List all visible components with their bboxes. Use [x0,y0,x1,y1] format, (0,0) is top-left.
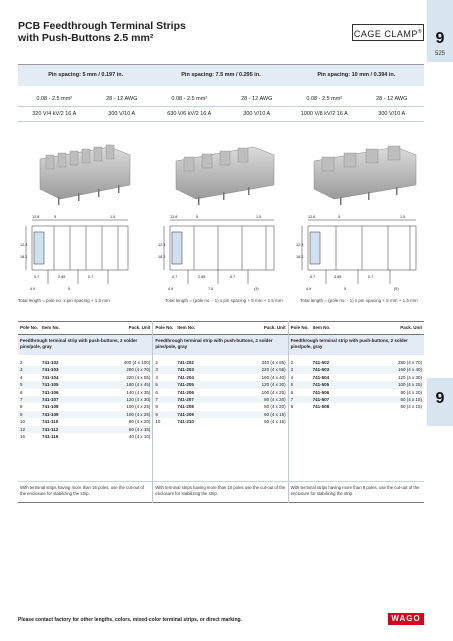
spec-cell: 28 - 12 AWG [106,96,138,102]
pole-no: 5 [20,382,23,388]
spec-row-wire-range [18,92,424,107]
table-row [18,389,152,396]
pole-no: 6 [290,389,294,395]
spec-header-row [18,65,424,86]
spec-cell: 0.08 - 2.5 mm² [306,96,343,102]
item-no: 741-508 [312,404,330,410]
item-no: 741-107 [42,396,59,402]
table-row [153,411,287,418]
table-header [18,321,152,335]
pack-unit: 60 (4 x 15) [400,404,422,410]
dim-label: 3.85 [334,275,342,279]
spec-cell: 28 - 12 AWG [376,96,408,102]
dim-label: 2.85 [198,275,206,279]
item-no: 741-110 [42,419,59,425]
spec-cell: 1000 V/8 kV/2 16 A [300,111,348,117]
table-header [153,321,287,335]
item-no: 741-207 [177,396,194,402]
pack-unit: 60 (4 x 15) [264,411,286,417]
pack-unit: 160 (4 x 40) [261,374,286,380]
pole-no: 9 [155,411,158,417]
item-no: 741-205 [177,382,194,388]
table-row [153,374,287,381]
ordering-table-5mm [18,321,153,503]
pole-no: 10 [155,419,161,425]
pole-no: 3 [20,367,23,373]
dim-label: 18.2 [158,255,166,259]
dimension-drawings [18,212,424,296]
pole-no: 4 [20,374,23,380]
table-header [289,321,424,335]
dim-label: 12.8 [308,215,316,219]
table-row [153,403,287,410]
dim-label: 18.2 [20,255,28,259]
pack-unit: 60 (4 x 15) [400,396,422,402]
pole-no: 2 [20,360,23,365]
page-number: 525 [434,51,445,57]
pack-unit: 60 (4 x 15) [264,419,286,425]
item-no: 741-506 [312,389,330,395]
dim-label: 0.7 [368,275,374,279]
spec-cell: 300 V/10 A [378,111,406,117]
dim-label: 2.85 [58,275,66,279]
dim-label: 0.7 [88,275,94,279]
dim-label: 5 [344,287,347,291]
item-no: 741-203 [177,367,194,373]
pole-no: 6 [155,389,158,395]
spec-cell: 28 - 12 AWG [241,96,273,102]
pole-no: 7 [155,396,158,402]
pack-unit: 80 (4 x 20) [128,419,151,425]
side-section-number: 9 [435,390,445,407]
table-row [18,426,152,433]
pack-unit: 100 (4 x 25) [126,411,151,417]
item-no: 741-502 [312,360,330,365]
item-no: 741-204 [177,374,194,380]
terminal-strip-photo-10mm [314,146,416,205]
dim-label: 5 [54,215,57,219]
dim-label: 12.3 [296,243,304,247]
spec-heading-7-5mm: Pin spacing: 7.5 mm / 0.295 in. [181,72,261,78]
dim-label: 4.9 [30,287,36,291]
table-row [153,418,287,425]
item-no: 741-116 [42,433,59,439]
spec-heading-5mm: Pin spacing: 5 mm / 0.197 in. [48,72,124,78]
pole-no: 5 [155,382,158,388]
pack-unit: 120 (4 x 30) [397,374,422,380]
item-no: 741-108 [42,404,59,410]
brand-text: CAGE CLAMP [353,29,418,39]
dim-label: 7.5 [208,287,214,291]
brand-mark: ® [417,29,423,35]
pack-unit: 80 (4 x 20) [264,404,286,410]
header-item-no: Item No. [312,325,331,330]
dim-label: 12.8 [170,215,178,219]
header-item-no: Item No. [42,325,60,330]
dimension-drawing-10mm [302,220,416,284]
dim-label: 18.2 [296,255,304,259]
dimension-drawing-7-5mm [164,220,274,284]
table-note: With terminal strips having more than 8 poles, use the cut-out of the enclosure for stabilizing the strip. [289,481,424,503]
table-description: Feedthrough terminal strip with push-buttons, 2 solder pins/pole, gray [153,335,287,355]
pack-unit: 100 (4 x 25) [261,389,286,395]
spec-cell: 0.08 - 2.5 mm² [171,96,208,102]
item-no: 741-105 [42,382,59,388]
table-description: Feedthrough terminal strip with push-buttons, 2 solder pins/pole, gray [289,335,424,355]
dim-label: 12.3 [158,243,166,247]
pack-unit: 180 (4 x 45) [126,382,151,388]
cage-clamp-brand [352,24,424,41]
pack-unit: 160 (4 x 40) [397,367,422,373]
spec-heading-10mm: Pin spacing: 10 mm / 0.394 in. [317,72,396,78]
pack-unit: 220 (4 x 55) [261,367,286,373]
pole-no: 2 [155,360,158,365]
title-line-2: with Push-Buttons 2.5 mm² [18,32,154,44]
item-no: 741-206 [177,389,194,395]
ordering-table-10mm [289,321,424,503]
table-row [18,366,152,373]
header-pole-no: Pole No. [290,325,309,330]
item-no: 741-106 [42,389,59,395]
item-no: 741-103 [42,367,59,373]
pole-no: 16 [20,433,26,439]
item-no: 741-507 [312,396,330,402]
item-no: 741-504 [312,374,330,380]
ordering-table-7-5mm [153,321,288,503]
length-caption-10mm: Total length = (pole no. - 1) x pin spacing + 5 mm + 1.5 mm [300,298,418,303]
table-row [18,418,152,425]
spec-cell: 630 V/6 kV/2 16 A [167,111,212,117]
pole-no: 2 [290,360,294,365]
item-no: 741-208 [177,404,194,410]
table-row [289,381,424,388]
table-row [153,366,287,373]
dim-label: 5 [196,215,199,219]
item-no: 741-209 [177,411,194,417]
item-no: 741-112 [42,426,59,432]
dim-label: 0.7 [34,275,40,279]
dim-label: (5) [394,287,399,291]
pack-unit: 100 (4 x 25) [397,382,422,388]
table-row [153,381,287,388]
page-title [18,20,186,44]
terminal-strip-photo-5mm [40,145,130,205]
pack-unit: 220 (4 x 55) [126,374,151,380]
pack-unit: 280 (4 x 70) [397,360,422,365]
spec-cell: 300 V/10 A [108,111,136,117]
spec-cell: 300 V/10 A [243,111,271,117]
table-row [153,396,287,403]
table-row [289,396,424,403]
dim-label: 12.3 [20,243,28,247]
pole-no: 7 [290,396,294,402]
table-row [18,374,152,381]
table-row [289,359,424,366]
table-description: Feedthrough terminal strip with push-buttons, 2 solder pins/pole, gray [18,335,152,355]
pack-unit: 60 (4 x 15) [128,426,151,432]
dim-label: 5 [68,287,71,291]
pole-no: 9 [20,411,23,417]
pack-unit: 80 (4 x 20) [264,396,286,402]
pack-unit: 80 (4 x 20) [400,389,422,395]
footer-note: Please contact factory for other lengths, colors, mixed-color terminal strips, or direct marking. [18,617,242,623]
length-caption-7-5mm: Total length = (pole no. - 1) x pin spacing + 5 mm + 1.5 mm [165,298,283,303]
pole-no: 3 [155,367,158,373]
dim-label: 1.5 [110,215,116,219]
pole-no: 7 [20,396,23,402]
pack-unit: 120 (4 x 30) [126,396,151,402]
table-row [289,403,424,410]
spec-row-ratings [18,107,424,122]
item-no: 741-210 [177,419,194,425]
item-no: 741-104 [42,374,59,380]
table-note: With terminal strips having more than 10 poles use the cut-out of the enclosure for stabilizing the strip. [153,481,287,503]
pack-unit: 40 (4 x 10) [128,433,151,439]
dim-label: 4.9 [306,287,312,291]
pole-no: 8 [20,404,23,410]
pole-no: 4 [155,374,158,380]
page-tab [427,0,453,62]
table-row [18,381,152,388]
item-no: 741-503 [312,367,330,373]
table-row [153,359,287,366]
pole-no: 4 [290,374,294,380]
side-section-tab [427,378,453,426]
dimension-drawing-5mm [26,220,128,284]
header-item-no: Item No. [177,325,196,330]
pole-no: 6 [20,389,23,395]
spec-table [18,64,424,122]
dim-label: 1.5 [256,215,262,219]
product-photos [18,137,424,209]
dim-label: 4.9 [168,287,174,291]
item-no: 741-102 [42,360,59,365]
pack-unit: 400 (4 x 100) [123,360,151,365]
pack-unit: 340 (4 x 85) [261,360,286,365]
pole-no: 5 [290,382,294,388]
table-row [18,403,152,410]
dim-label: 1.5 [400,215,406,219]
header-pack-unit: Pack. Unit [128,325,151,330]
pack-unit: 280 (4 x 70) [126,367,151,373]
dim-label: (3) [254,287,259,291]
pole-no: 8 [155,404,158,410]
pole-no: 12 [20,426,26,432]
pack-unit: 120 (4 x 30) [261,382,286,388]
length-caption-5mm: Total length = pole no. x pin spacing + 1.5 mm [18,298,110,303]
table-row [18,396,152,403]
pole-no: 10 [20,419,26,425]
header-pole-no: Pole No. [155,325,174,330]
spec-cell: 0.08 - 2.5 mm² [36,96,73,102]
section-number: 9 [435,30,445,47]
dim-label: 12.8 [32,215,40,219]
table-row [18,433,152,440]
spec-cell: 320 V/4 kV/2 16 A [32,111,77,117]
pack-unit: 140 (4 x 35) [126,389,151,395]
header-pack-unit: Pack. Unit [263,325,286,330]
dim-label: 5 [338,215,341,219]
dim-label: 0.7 [230,275,236,279]
item-no: 741-109 [42,411,59,417]
item-no: 741-202 [177,360,194,365]
table-note: With terminal strips having more than 16 poles, use the cut-out of the enclosure for stabilizing the strip. [18,481,152,503]
header-pole-no: Pole No. [20,325,39,330]
terminal-strip-photo-7-5mm [176,147,274,205]
header-pack-unit: Pack. Unit [400,325,422,330]
dim-label: 0.7 [310,275,316,279]
ordering-tables [18,321,424,503]
table-row [289,374,424,381]
pack-unit: 100 (4 x 25) [126,404,151,410]
table-row [18,359,152,366]
wago-logo: WAGO [388,613,424,625]
table-row [18,411,152,418]
pole-no: 8 [290,404,294,410]
table-row [289,389,424,396]
table-row [289,366,424,373]
title-line-1: PCB Feedthrough Terminal Strips [18,20,186,32]
item-no: 741-505 [312,382,330,388]
table-row [153,389,287,396]
dim-label: 0.7 [172,275,178,279]
pole-no: 3 [290,367,294,373]
